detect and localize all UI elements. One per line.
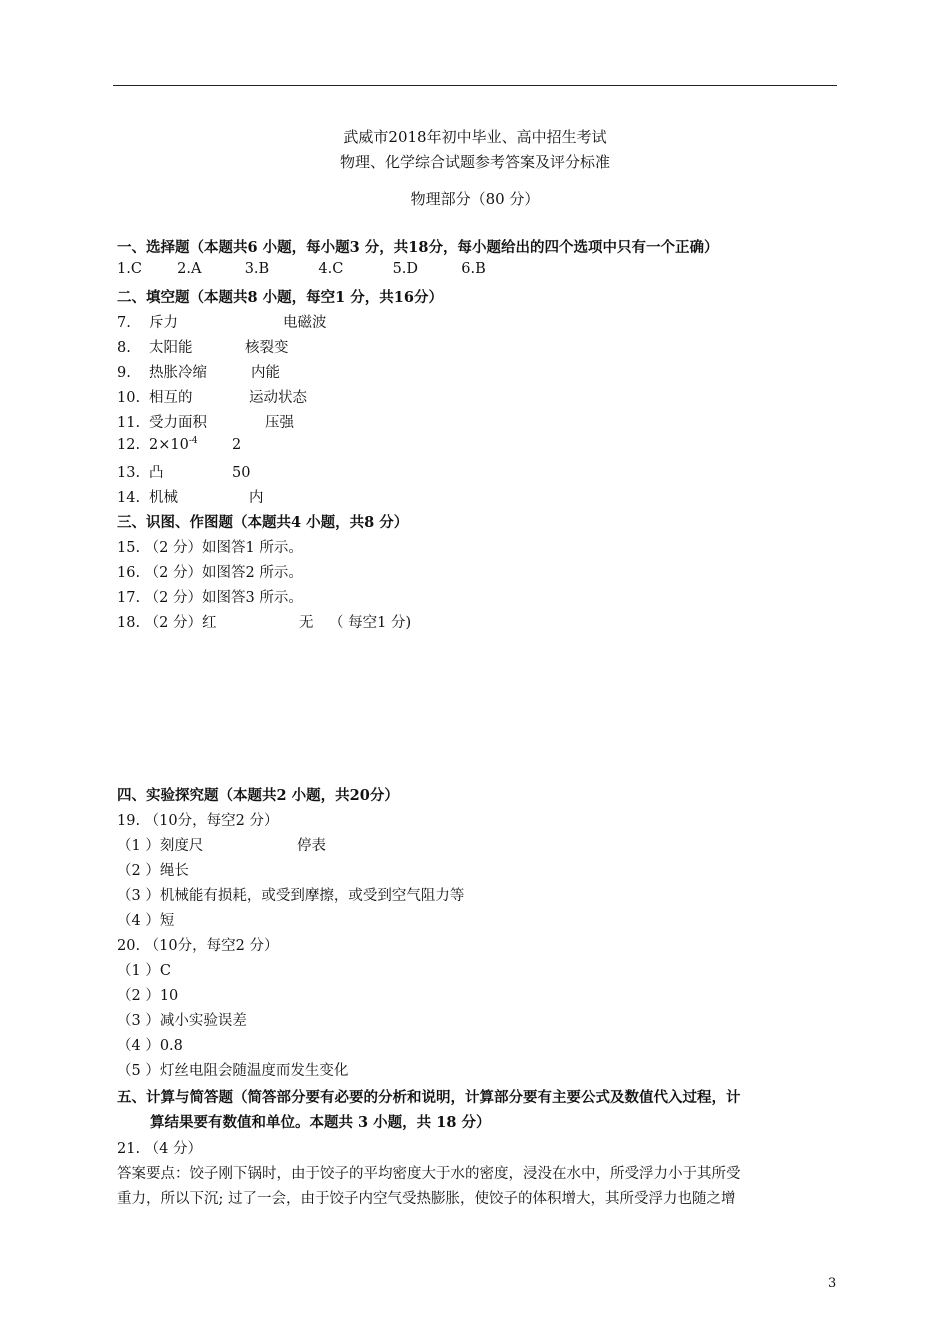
q11-answer-b: 压强 <box>265 415 294 431</box>
answer-4: 4.C <box>318 261 344 277</box>
q10-answer-b: 运动状态 <box>249 390 307 406</box>
q14-answer-a: 机械 <box>149 490 178 506</box>
s1-answer-row <box>117 261 486 277</box>
answer-1: 1.C <box>117 261 142 277</box>
answer-q12 <box>117 436 241 453</box>
q7-answer-b: 电磁波 <box>283 315 327 331</box>
q13-number: 13. <box>117 465 141 481</box>
answer-q8 <box>117 336 289 357</box>
q18-note: （ 每空1 分) <box>329 615 412 631</box>
q19-heading: 19. （10分，每空2 分） <box>117 813 279 829</box>
answer-q13 <box>117 461 250 482</box>
q20-part-4: （4 ）0.8 <box>117 1038 183 1054</box>
q10-answer-a: 相互的 <box>149 390 193 406</box>
section-5-heading-line1: 五、计算与简答题（简答部分要有必要的分析和说明，计算部分要有主要公式及数值代入过程，计 <box>117 1089 741 1106</box>
q9-number: 9. <box>117 365 131 381</box>
q20-part-3: （3 ）减小实验误差 <box>117 1013 247 1029</box>
section-1-heading: 一、选择题（本题共6 小题，每小题3 分，共18分，每小题给出的四个选项中只有一个正确） <box>117 239 719 256</box>
q18-answer-a: 18. （2 分）红 <box>117 615 217 631</box>
q13-answer-b: 50 <box>232 465 251 481</box>
doc-title-line1: 武威市2018年初中毕业、高中招生考试 <box>343 128 607 146</box>
answer-q17: 17. （2 分）如图答3 所示。 <box>117 590 303 606</box>
q19-part-2: （2 ）绳长 <box>117 863 189 879</box>
q12-answer-b: 2 <box>232 436 242 453</box>
q11-number: 11. <box>117 415 141 431</box>
section-3-heading: 三、识图、作图题（本题共4 小题，共8 分） <box>117 514 409 531</box>
answer-q7 <box>117 311 327 332</box>
q21-heading: 21. （4 分） <box>117 1141 203 1157</box>
q7-answer-a: 斥力 <box>149 315 178 331</box>
q8-answer-a: 太阳能 <box>149 340 193 356</box>
q14-answer-b: 内 <box>249 490 264 506</box>
section-4-heading: 四、实验探究题（本题共2 小题，共20分） <box>117 787 399 804</box>
doc-title-line2: 物理、化学综合试题参考答案及评分标准 <box>339 153 610 171</box>
answer-q10 <box>117 386 307 407</box>
q10-number: 10. <box>117 390 141 406</box>
q18-answer-b: 无 <box>299 615 314 631</box>
q19-1-answer-b: 停表 <box>297 838 326 854</box>
q19-1-answer-a: （1 ）刻度尺 <box>117 838 204 854</box>
q12-number: 12. <box>117 436 141 453</box>
answer-2: 2.A <box>177 261 202 277</box>
q20-part-1: （1 ）C <box>117 963 171 979</box>
answer-q14 <box>117 486 264 507</box>
page-number: 3 <box>828 1276 837 1291</box>
q8-number: 8. <box>117 340 131 356</box>
q12-exponent: -4 <box>188 436 198 446</box>
answer-6: 6.B <box>461 261 486 277</box>
answer-q9 <box>117 361 280 382</box>
q14-number: 14. <box>117 490 141 506</box>
q11-answer-a: 受力面积 <box>149 415 207 431</box>
q12-answer-a: 2×10 <box>149 436 189 453</box>
answer-q11 <box>117 411 294 432</box>
q8-answer-b: 核裂变 <box>245 340 289 356</box>
q20-part-2: （2 ）10 <box>117 988 179 1004</box>
answer-q18 <box>117 611 411 632</box>
q20-heading: 20. （10分，每空2 分） <box>117 938 279 954</box>
section-5-heading-line2: 算结果要有数值和单位。本题共 3 小题，共 18 分） <box>150 1114 491 1131</box>
answer-q16: 16. （2 分）如图答2 所示。 <box>117 565 303 581</box>
answer-3: 3.B <box>244 261 270 277</box>
answer-q15: 15. （2 分）如图答1 所示。 <box>117 540 303 556</box>
q13-answer-a: 凸 <box>149 465 164 481</box>
answer-5: 5.D <box>392 261 419 277</box>
section-2-heading: 二、填空题（本题共8 小题，每空1 分，共16分） <box>117 289 443 306</box>
section-title: 物理部分（80 分） <box>410 190 540 208</box>
q21-answer-line2: 重力，所以下沉; 过了一会，由于饺子内空气受热膨胀，使饺子的体积增大，其所受浮力也随之增 <box>117 1191 736 1207</box>
q19-part-4: （4 ）短 <box>117 913 175 929</box>
q9-answer-b: 内能 <box>251 365 280 381</box>
q9-answer-a: 热胀冷缩 <box>149 365 207 381</box>
q7-number: 7. <box>117 315 131 331</box>
q19-part-1 <box>117 834 326 855</box>
q20-part-5: （5 ）灯丝电阻会随温度而发生变化 <box>117 1063 349 1079</box>
q21-answer-line1: 答案要点：饺子刚下锅时，由于饺子的平均密度大于水的密度，浸没在水中，所受浮力小于其所受 <box>117 1166 741 1182</box>
q19-part-3: （3 ）机械能有损耗，或受到摩擦，或受到空气阻力等 <box>117 888 465 904</box>
header-rule <box>113 85 837 86</box>
